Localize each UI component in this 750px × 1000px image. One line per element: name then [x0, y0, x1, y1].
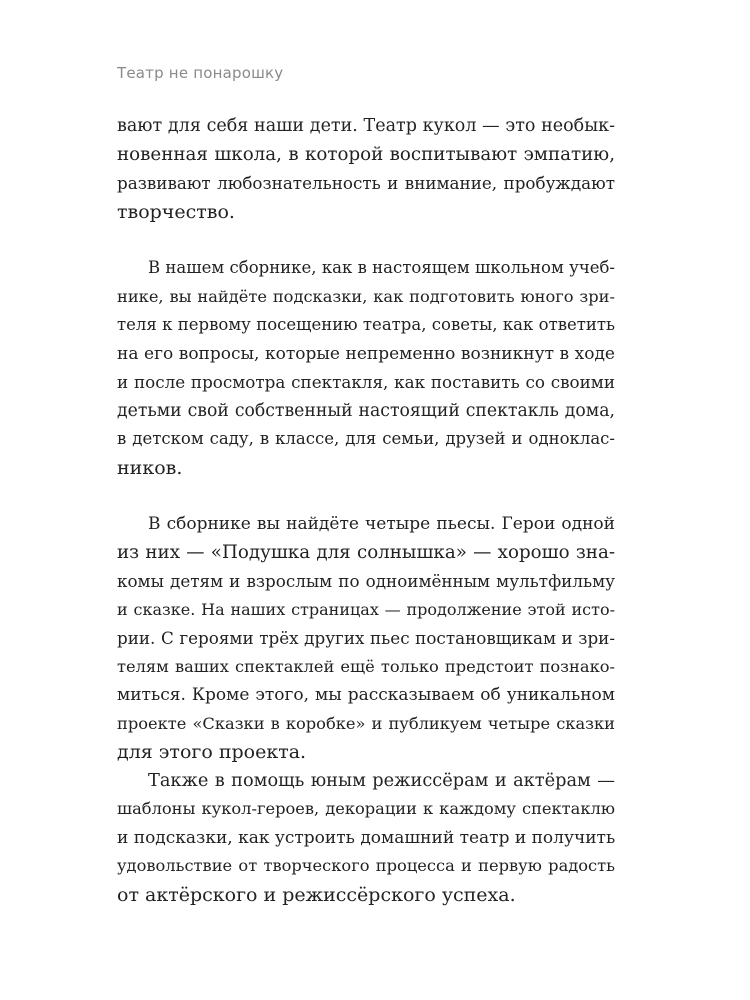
- text-line: в детском саду, в классе, для семьи, друзей и однoклас-: [117, 429, 615, 448]
- text-line: развивают любознательность и внимание, пробуждают: [117, 173, 615, 193]
- text-line: миться. Кроме этого, мы рассказываем об уникальном: [117, 685, 615, 705]
- text-line: и после просмотра спектакля, как поставить со своими: [117, 372, 615, 392]
- text-line: творчество.: [117, 200, 235, 223]
- text-line: В сборнике вы найдёте четыре пьесы. Герои одной: [148, 514, 615, 534]
- text-line: от актёрского и режиссёрского успеха.: [117, 883, 516, 906]
- text-line: рии. С героями трёх других пьес постановщикам и зри-: [117, 628, 615, 648]
- text-line: ников.: [117, 456, 183, 479]
- paragraph-3: [117, 510, 615, 767]
- text-line: удовольствие от творческого процесса и первую радость: [117, 856, 615, 875]
- text-line: телям ваших спектаклей ещё только предстоит познако-: [117, 656, 615, 676]
- text-line: и подсказки, как устроить домашний театр и получить: [117, 827, 616, 848]
- text-line: для этого проекта.: [117, 741, 307, 763]
- text-line: шаблоны кукол-героев, декорации к каждому спектаклю: [117, 799, 615, 818]
- text-line: комы детям и взрослым по одноимённым мультфильму: [117, 571, 615, 591]
- running-head-title: Театр не понарошку: [117, 64, 284, 82]
- text-line: на его вопросы, которые непременно возникнут в ходе: [117, 343, 615, 364]
- paragraph-4: [117, 767, 615, 910]
- paragraph-1: [117, 112, 615, 226]
- text-line: детьми свой собственный настоящий спектакль дома,: [117, 400, 615, 421]
- text-line: Также в помощь юным режиссёрам и актёрам —: [148, 770, 615, 791]
- text-line: новенная школа, в которой воспитывают эмпатию,: [117, 143, 615, 165]
- text-line: из них — «Подушка для солнышка» — хорошо зна-: [117, 541, 615, 563]
- text-line: теля к первому посещению театра, советы, как ответить: [117, 315, 615, 334]
- text-line: В нашем сборнике, как в настоящем школьном учеб-: [148, 258, 615, 277]
- text-line: и сказке. На наших страницах — продолжение этой исто-: [117, 599, 615, 619]
- paragraph-2: [117, 254, 615, 482]
- text-line: нике, вы найдёте подсказки, как подготовить юного зри-: [117, 286, 615, 306]
- body-text: [117, 112, 615, 909]
- text-line: проекте «Сказки в коробке» и публикуем четыре сказки: [117, 713, 615, 733]
- text-line: вают для себя наши дети. Театр кукол — это необык-: [117, 116, 615, 136]
